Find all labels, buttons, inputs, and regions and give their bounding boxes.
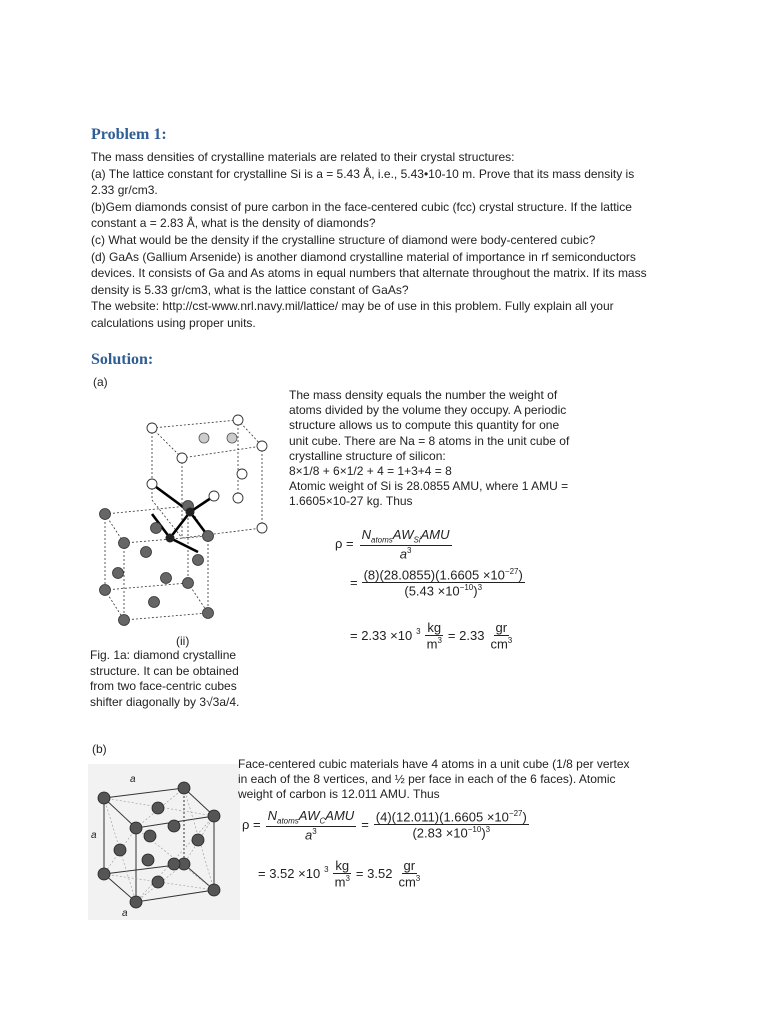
superscript: 3: [477, 583, 483, 593]
equals-sign: =: [361, 817, 369, 833]
superscript: −27: [508, 809, 523, 819]
part-b-line: Face-centered cubic materials have 4 atoms in a unit cube (1/8 per vertex: [238, 757, 630, 771]
fraction: [362, 567, 525, 599]
superscript: 3: [415, 874, 421, 883]
paren: ): [473, 583, 478, 599]
figure-caption: [90, 648, 239, 710]
problem-title: Problem 1:: [91, 126, 167, 143]
subscript: C: [319, 816, 326, 826]
equation-b-1: [242, 808, 529, 842]
n-symbol: N: [267, 808, 277, 823]
paren: ): [522, 809, 527, 825]
result: = 3.52 ×10: [258, 866, 321, 882]
problem-line: (c) What would be the density if the crystalline structure of diamond were body-centered cubic?: [91, 232, 596, 247]
part-a-line: crystalline structure of silicon:: [289, 448, 446, 463]
unit-num: gr: [495, 620, 508, 635]
part-a-line: 8×1/8 + 6×1/2 + 4 = 1+3+4 = 8: [289, 464, 452, 479]
numerator: (8)(28.0855)(1.6605 ×10: [363, 567, 505, 583]
unit-den: m: [334, 874, 346, 890]
problem-line: The mass densities of crystalline materials are related to their crystal structures:: [91, 150, 515, 164]
rho-symbol: ρ =: [242, 817, 261, 833]
n-symbol: N: [361, 527, 371, 542]
result: = 3.52: [355, 866, 393, 882]
problem-line: (d) GaAs (Gallium Arsenide) is another diamond crystalline material of importance in rf semiconductors: [91, 249, 636, 264]
denominator: (2.83 ×10: [412, 825, 468, 841]
superscript: −10: [467, 825, 482, 835]
aw-symbol: AW: [392, 527, 414, 542]
unit-fraction: [333, 858, 352, 889]
unit-num: kg: [335, 858, 350, 873]
rho-symbol: ρ =: [335, 536, 354, 552]
equation-a-3: [350, 620, 514, 651]
superscript: 3: [416, 627, 421, 637]
a-symbol: a: [305, 826, 313, 842]
equation-a-2: [350, 567, 525, 599]
unit-num: kg: [427, 620, 442, 635]
aw-symbol: AW: [298, 808, 320, 823]
part-a-line: structure allows us to compute this quantity for one: [289, 418, 560, 433]
paren: ): [481, 825, 486, 841]
problem-text: [91, 149, 647, 332]
superscript: 3: [507, 636, 513, 645]
figure-sublabel: (ii): [176, 634, 190, 648]
superscript: 3: [312, 826, 317, 836]
caption-line: Fig. 1a: diamond crystalline: [90, 648, 237, 662]
axis-label-a: a: [91, 830, 97, 841]
problem-line: (a) The lattice constant for crystalline Si is a = 5.43 Å, i.e., 5.43•10-10 m. Prove that its mass density is: [91, 166, 635, 181]
part-a-label: (a): [93, 375, 108, 389]
fcc-cube-figure: [88, 764, 240, 920]
axis-label-a: a: [130, 774, 136, 785]
subscript: atoms: [371, 535, 393, 545]
superscript: −10: [459, 583, 474, 593]
denominator: (5.43 ×10: [404, 583, 460, 599]
part-b-line: in each of the 8 vertices, and ½ per face in each of the 6 faces). Atomic: [238, 772, 616, 787]
result: = 2.33 ×10: [350, 628, 413, 644]
part-a-line: 1.6605×10-27 kg. Thus: [289, 494, 413, 509]
unit-fraction: [488, 620, 514, 651]
equals-sign: =: [350, 575, 358, 591]
fraction: [266, 808, 357, 842]
part-b-line: weight of carbon is 12.011 AMU. Thus: [238, 787, 440, 802]
part-a-line: unit cube. There are Na = 8 atoms in the unit cube of: [289, 433, 570, 448]
result: = 2.33: [447, 628, 485, 644]
subscript: Si: [413, 535, 421, 545]
unit-den: cm: [490, 636, 508, 652]
problem-line: calculations using proper units.: [91, 315, 256, 330]
part-a-line: The mass density equals the number the weight of: [289, 388, 558, 402]
amu-symbol: AMU: [420, 527, 450, 542]
amu-symbol: AMU: [325, 808, 355, 823]
a-symbol: a: [399, 545, 407, 561]
unit-den: cm: [398, 874, 416, 890]
superscript: 3: [437, 636, 442, 645]
unit-den: m: [426, 636, 438, 652]
solution-title: Solution:: [91, 351, 154, 368]
superscript: 3: [406, 545, 412, 555]
problem-line: 2.33 gr/cm3.: [91, 183, 158, 198]
unit-fraction: [425, 620, 444, 651]
numerator: (4)(12.011)(1.6605 ×10: [375, 809, 509, 825]
equation-a-1: [335, 527, 452, 561]
superscript: 3: [485, 825, 491, 835]
unit-fraction: [396, 858, 422, 889]
part-b-text: [238, 757, 630, 803]
problem-line: (b)Gem diamonds consist of pure carbon in the face-centered cubic (fcc) crystal structure. If the lattice: [91, 199, 632, 214]
problem-line: The website: http://cst-www.nrl.navy.mil/lattice/ may be of use in this problem. Fully explain all your: [91, 299, 614, 314]
caption-line: structure. It can be obtained: [90, 663, 239, 678]
part-b-label: (b): [92, 742, 107, 756]
paren: ): [518, 567, 523, 583]
equation-b-2: [258, 858, 422, 889]
caption-line: from two face-centric cubes: [90, 679, 237, 693]
part-a-text: [289, 388, 569, 510]
superscript: −27: [504, 567, 519, 576]
subscript: atoms: [277, 816, 299, 826]
problem-line: constant a = 2.83 Å, what is the density of diamonds?: [91, 216, 376, 231]
fraction: [360, 527, 452, 561]
diamond-structure-figure: [90, 408, 270, 646]
problem-line: devices. It consists of Ga and As atoms in equal numbers that alternate throughout the matrix. If its mass: [91, 266, 647, 281]
part-a-line: atoms divided by the volume they occupy. A periodic: [289, 403, 567, 418]
axis-label-a: a: [122, 908, 128, 919]
part-a-line: Atomic weight of Si is 28.0855 AMU, where 1 AMU =: [289, 479, 569, 494]
superscript: 3: [345, 874, 350, 883]
superscript: 3: [324, 865, 329, 875]
unit-num: gr: [403, 858, 416, 873]
problem-line: density is 5.33 gr/cm3, what is the lattice constant of GaAs?: [91, 282, 409, 297]
caption-line: shifter diagonally by 3√3a/4.: [90, 694, 240, 709]
fraction: [374, 809, 529, 841]
